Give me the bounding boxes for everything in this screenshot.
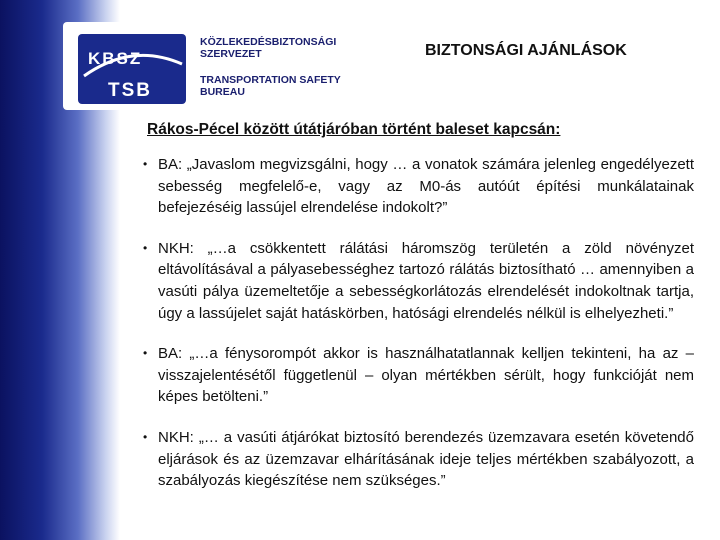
org-name-hungarian: KÖZLEKEDÉSBIZTONSÁGI SZERVEZET	[200, 36, 337, 60]
section-subtitle: Rákos-Pécel között útátjáróban történt baleset kapcsán:	[147, 121, 561, 138]
list-item-text: BA: „Javaslom megvizsgálni, hogy … a vonatok számára jelenleg engedélyezett sebesség megfelelő-e, vagy az M0-ás autóút építési munkálatainak befejezéséig lassújel elrendelése indokolt?”	[158, 156, 694, 217]
bullet-icon: •	[143, 429, 148, 444]
list-item	[143, 154, 694, 219]
list-item-text: NKH: „… a vasúti átjárókat biztosító berendezés üzemzavara esetén követendő eljárások és az üzemzavar elhárításának ideje teljes mértékben szabályozott, a szabályozás kiegészítése nem szükséges.”	[158, 428, 694, 490]
bullet-icon: •	[143, 240, 148, 255]
list-item	[143, 427, 694, 492]
list-item-text: NKH: „…a csökkentett rálátási háromszög területén a zöld növényzet eltávolításával a pályasebességhez tartozó rálátás biztosítható … amennyiben a vasúti pálya üzemeltetője a sebességkorlátozás elrendelését indokoltnak tartja, úgy a lassújelet saját hatáskörben, hatósági elrendelés nélkül is elhelyezheti.”	[158, 239, 694, 322]
list-item	[143, 343, 694, 408]
logo-abbr-top: KBSZ	[88, 49, 143, 68]
bullet-icon: •	[143, 346, 148, 361]
org-name-english: TRANSPORTATION SAFETY BUREAU	[200, 74, 341, 98]
recommendation-list	[143, 154, 694, 511]
kbsz-logo	[63, 22, 348, 110]
kbsz-tsb-logo-mark	[78, 34, 186, 104]
bullet-icon: •	[143, 157, 148, 171]
list-item	[143, 238, 694, 324]
logo-abbr-bottom: TSB	[108, 80, 152, 101]
list-item-text: BA: „…a fénysorompót akkor is használhatatlannak kelljen tekinteni, ha az – visszajelentésétől függetlenül – olyan mértékben sérült, hogy funkcióját nem képes betölteni.”	[158, 345, 694, 406]
page-title: BIZTONSÁGI AJÁNLÁSOK	[425, 42, 627, 59]
